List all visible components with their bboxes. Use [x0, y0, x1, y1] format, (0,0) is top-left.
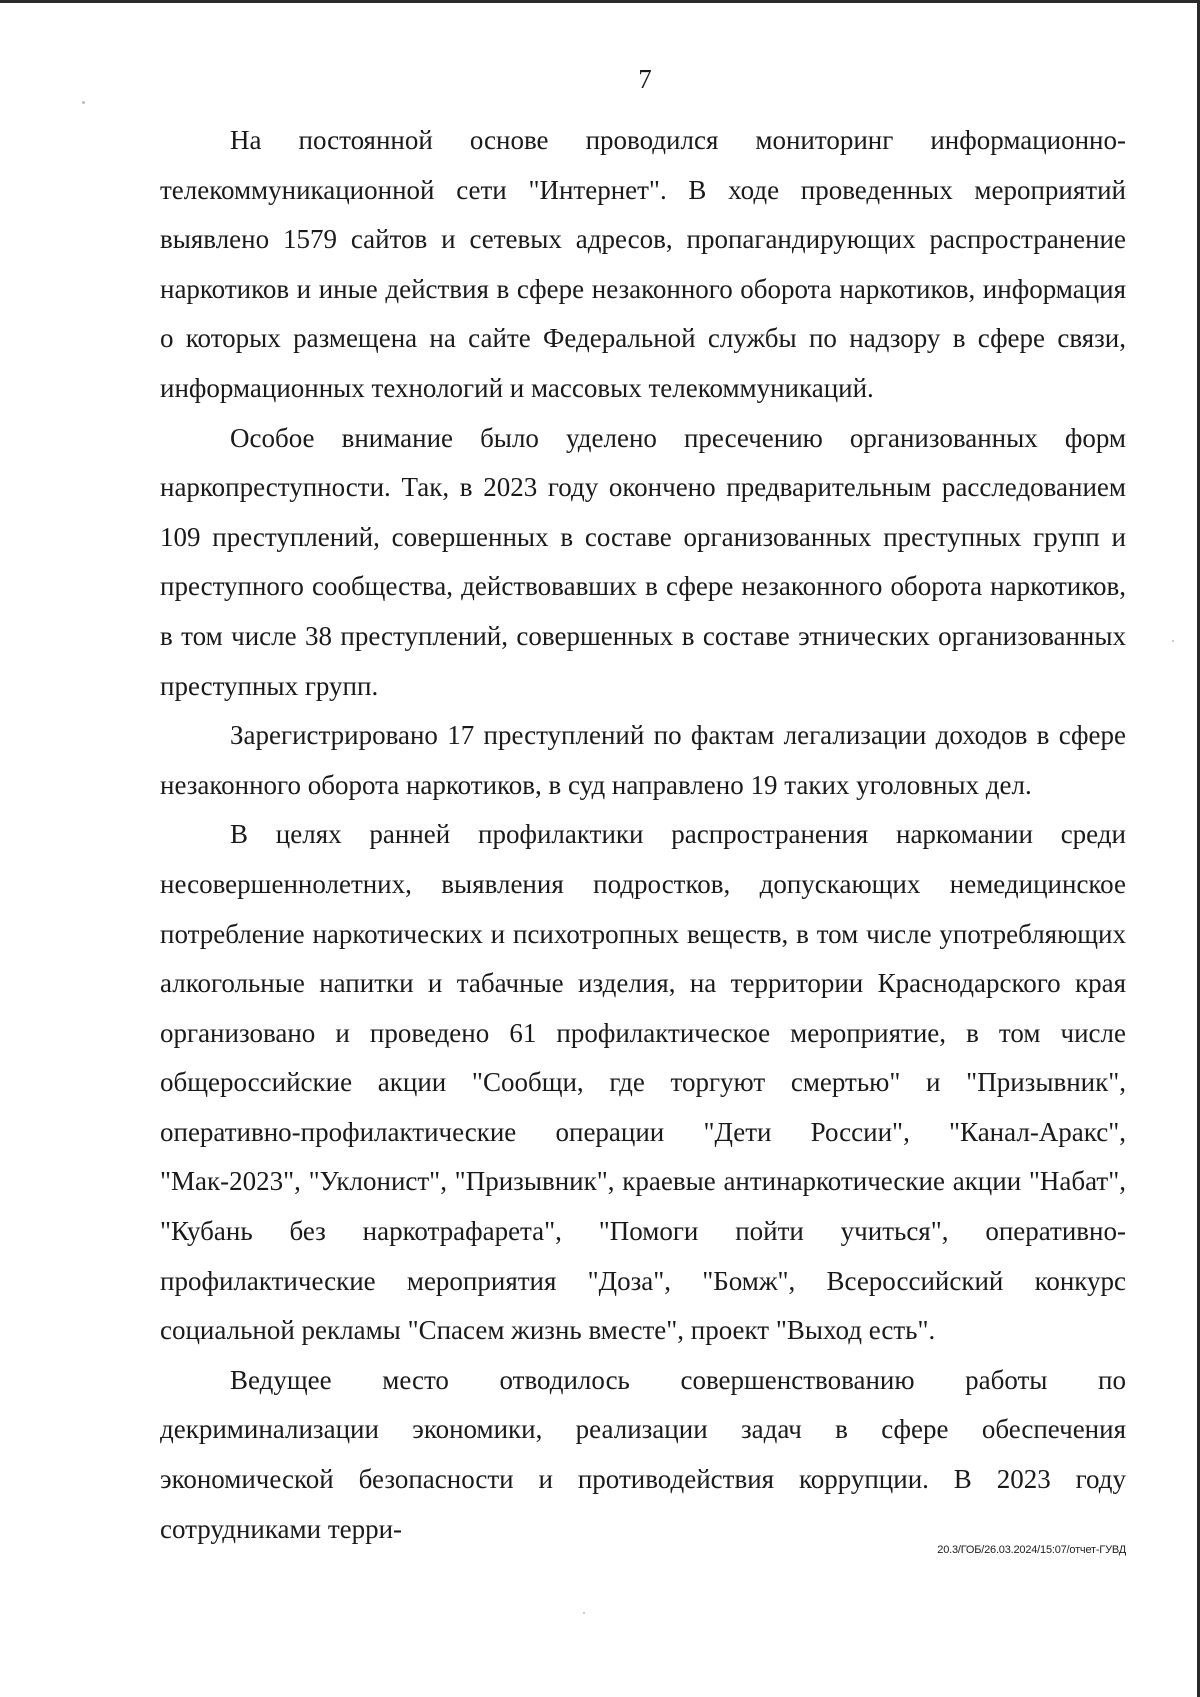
- document-footer-code: 20.3/ГОБ/26.03.2024/15:07/отчет-ГУВД: [937, 1544, 1126, 1556]
- scan-speck: [82, 101, 85, 104]
- paragraph-prevention: В целях ранней профилактики распространения наркомании среди несовершеннолетних, выявления подростков, допускающих немедицинское потребление наркотических и психотропных веществ, в том числе употребляющих алкогольные напитки и табачные изделия, на территории Краснодарского края организовано и проведено 61 профилактическое мероприятие, в том числе общероссийские акции "Сообщи, где торгуют смертью" и "Призывник", оперативно-профилактические операции "Дети России", "Канал-Аракс", "Мак-2023", "Уклонист", "Призывник", краевые антинаркотические акции "Набат", "Кубань без наркотрафарета", "Помоги пойти учиться", оперативно-профилактические мероприятия "Доза", "Бомж", Всероссийский конкурс социальной рекламы "Спасем жизнь вместе", проект "Выход есть".: [160, 819, 1126, 1346]
- document-body: [160, 116, 1126, 1554]
- scan-speck: [583, 1612, 585, 1614]
- paragraph-money-laundering: Зарегистрировано 17 преступлений по фактам легализации доходов в сфере незаконного оборота наркотиков, в суд направлено 19 таких уголовных дел.: [160, 720, 1126, 800]
- scan-speck: [1172, 640, 1174, 642]
- page-number: 7: [638, 64, 652, 94]
- paragraph-economic-security: Ведущее место отводилось совершенствованию работы по декриминализации экономики, реализации задач в сфере обеспечения экономической безопасности и противодействия коррупции. В 2023 году сотрудниками терри-: [160, 1364, 1126, 1544]
- paragraph-organized-crime: Особое внимание было уделено пресечению организованных форм наркопреступности. Так, в 2023 году окончено предварительным расследованием 109 преступлений, совершенных в составе организованных преступных групп и преступного сообщества, действовавших в сфере незаконного оборота наркотиков, в том числе 38 преступлений, совершенных в составе этнических организованных преступных групп.: [160, 422, 1126, 701]
- paragraph-internet-monitoring: На постоянной основе проводился мониторинг информационно-телекоммуникационной сети "Интернет". В ходе проведенных мероприятий выявлено 1579 сайтов и сетевых адресов, пропагандирующих распространение наркотиков и иные действия в сфере незаконного оборота наркотиков, информация о которых размещена на сайте Федеральной службы по надзору в сфере связи, информационных технологий и массовых телекоммуникаций.: [160, 125, 1126, 403]
- scan-edge-top: [0, 0, 1200, 3]
